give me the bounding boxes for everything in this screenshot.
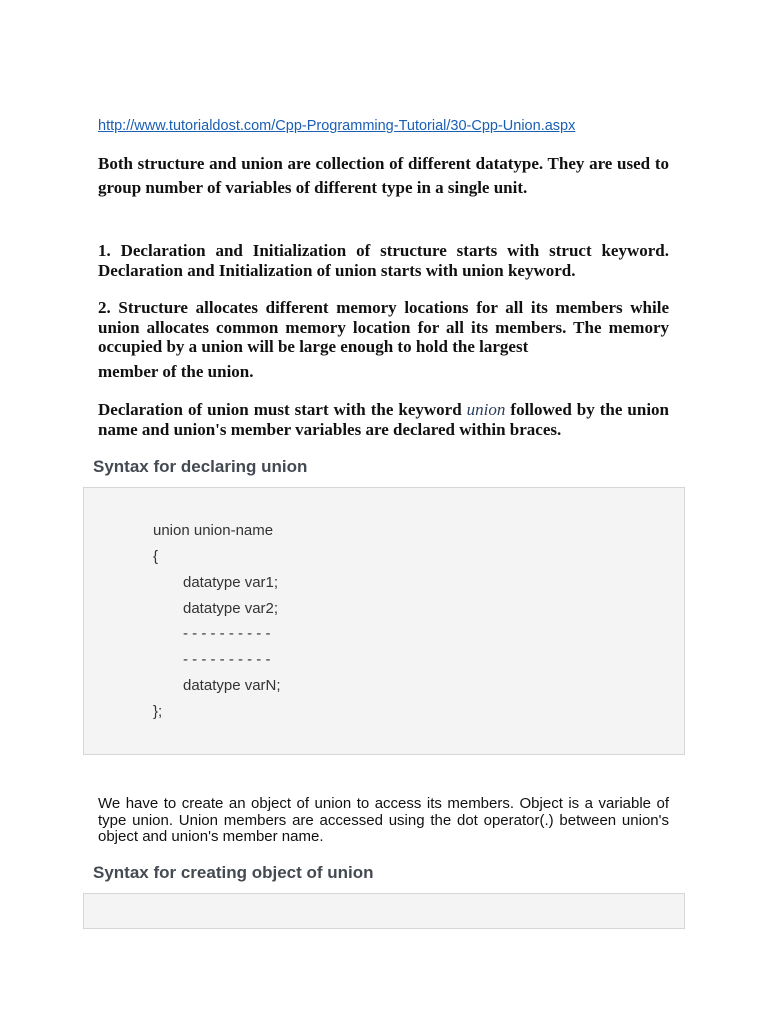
code-line: datatype var2; <box>183 600 279 617</box>
declaration-paragraph <box>98 400 669 440</box>
code-line: - - - - - - - - - - <box>183 651 271 668</box>
code-line: datatype var1; <box>183 574 279 591</box>
code-block-declaration <box>83 487 685 755</box>
difference-point-2-text: 2. Structure allocates different memory locations for all its members while union allocates common memory location for all its members. The memory occupied by a union will be large enough to hold the largest <box>98 298 669 356</box>
code-line: }; <box>153 703 163 720</box>
union-keyword: union <box>466 400 506 419</box>
code-line: datatype varN; <box>183 677 281 694</box>
heading-declaring-union: Syntax for declaring union <box>93 457 308 476</box>
code-line: { <box>153 548 159 565</box>
code-line: - - - - - - - - - - <box>183 625 271 642</box>
heading-creating-object: Syntax for creating object of union <box>93 863 374 882</box>
source-link[interactable]: http://www.tutorialdost.com/Cpp-Programming-Tutorial/30-Cpp-Union.aspx <box>98 118 576 134</box>
declaration-text-before: Declaration of union must start with the keyword <box>98 400 467 419</box>
difference-point-2 <box>98 298 669 381</box>
difference-point-2-last-line: member of the union. <box>98 361 254 381</box>
object-paragraph: We have to create an object of union to access its members. Object is a variable of type union. Union members are accessed using the dot operator(.) between union's object and union's member name. <box>98 795 669 846</box>
intro-paragraph: Both structure and union are collection of different datatype. They are used to group number of variables of different type in a single unit. <box>98 154 669 197</box>
code-line: union union-name <box>153 522 274 539</box>
code-block-object <box>83 893 685 929</box>
declaration-text-after: followed by the union name and union's member variables are declared within braces. <box>98 400 669 439</box>
difference-point-1: 1. Declaration and Initialization of structure starts with struct keyword. Declaration and Initialization of union starts with union keyword. <box>98 241 669 280</box>
